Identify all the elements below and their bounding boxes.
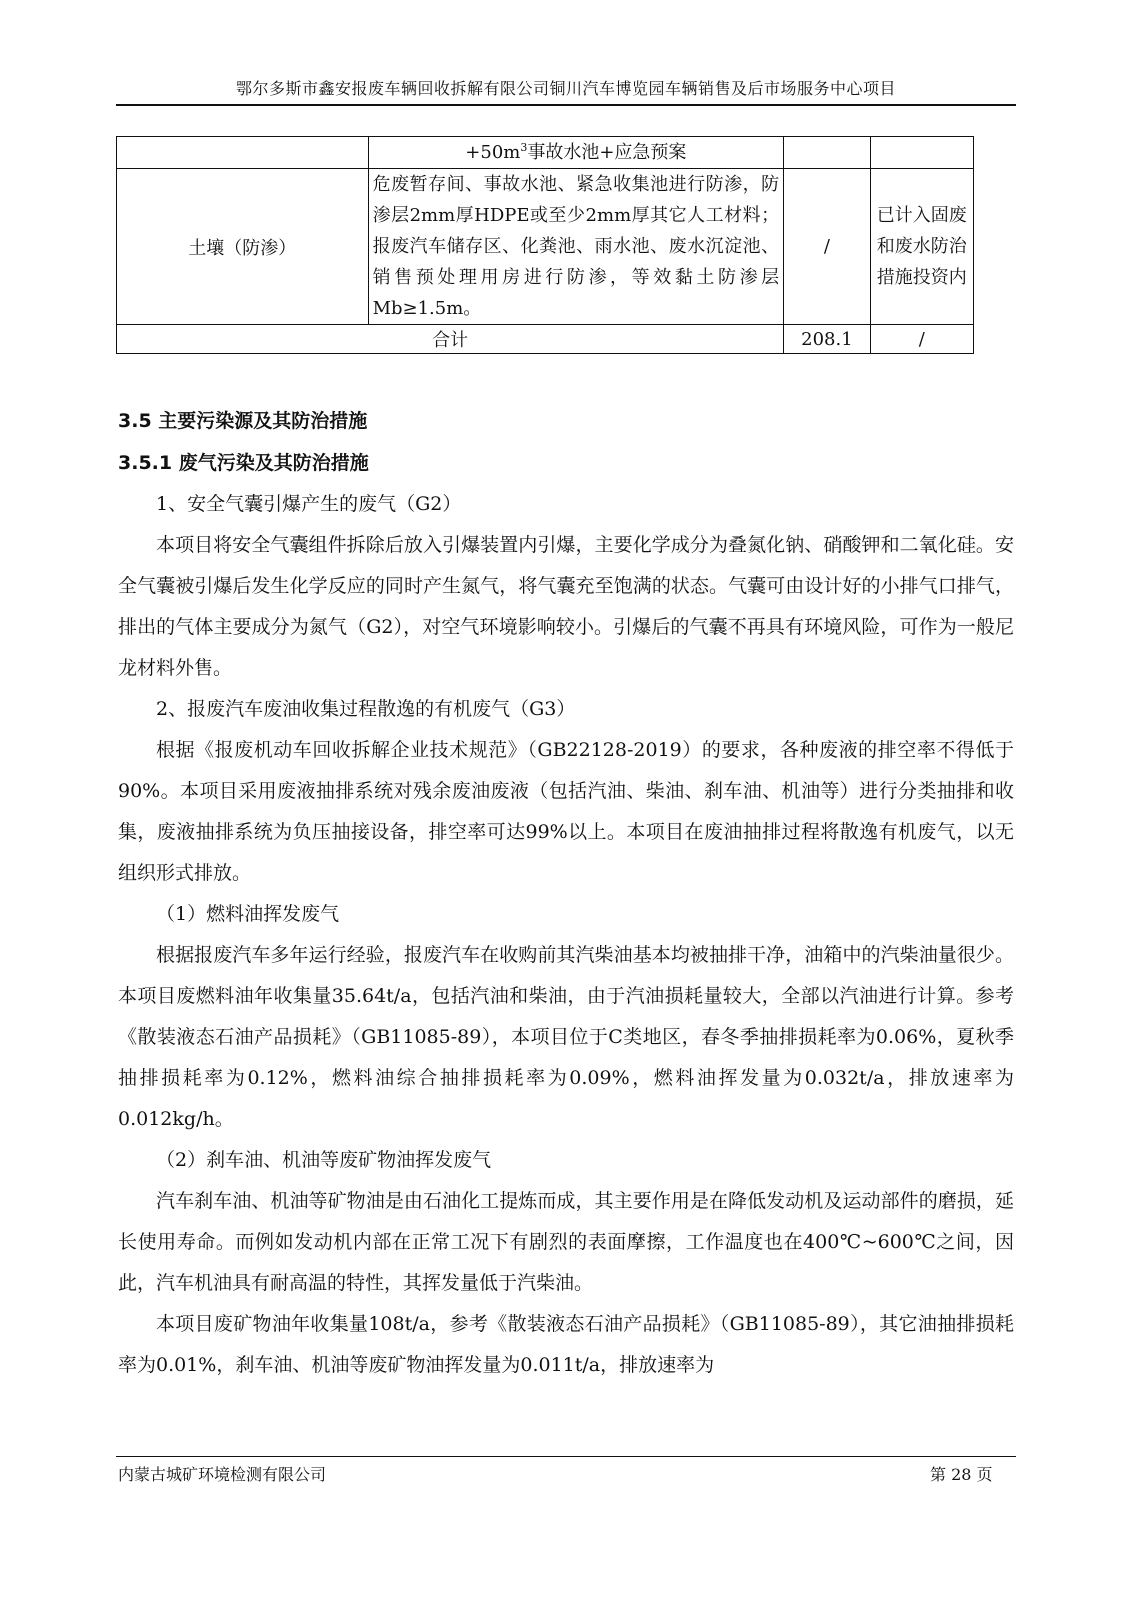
- total-value: 208.1: [784, 325, 870, 354]
- soil-note: 已计入固废和废水防治措施投资内: [876, 205, 967, 288]
- paragraph: 根据《报废机动车回收拆解企业技术规范》（GB22128-2019）的要求，各种废液的排空率不得低于90%。本项目采用废液抽排系统对残余废油废液（包括汽油、柴油、刹车油、机油等）进行分类抽排和收集，废液抽排系统为负压抽接设备，排空率可达99%以上。本项目在废油抽排过程将散逸有机废气，以无组织形式排放。: [118, 739, 1014, 884]
- footer-company: 内蒙古城矿环境检测有限公司: [118, 1465, 327, 1484]
- total-note: /: [870, 325, 973, 354]
- subsection-heading: 3.5.1 废气污染及其防治措施: [118, 452, 369, 474]
- soil-measures: 危废暂存间、事故水池、紧急收集池进行防渗，防渗层2mm厚HDPE或至少2mm厚其它人工材料；报废汽车储存区、化粪池、雨水池、废水沉淀池、销售预处理用房进行防渗，等效黏土防渗层Mb≥1.5m。: [372, 174, 780, 319]
- table-cell: [368, 169, 784, 325]
- paragraph: 2、报废汽车废油收集过程散逸的有机废气（G3）: [156, 698, 576, 720]
- paragraph: 汽车刹车油、机油等矿物油是由石油化工提炼而成，其主要作用是在降低发动机及运动部件的磨损，延长使用寿命。而例如发动机内部在正常工况下有剧烈的表面摩擦，工作温度也在400℃~600℃之间，因此，汽车机油具有耐高温的特性，其挥发量低于汽柴油。: [118, 1190, 1014, 1294]
- section-heading: 3.5 主要污染源及其防治措施: [118, 410, 368, 432]
- total-label: 合计: [117, 325, 784, 354]
- main-content: [118, 400, 1014, 1386]
- table-cell: [117, 137, 369, 169]
- paragraph: 根据报废汽车多年运行经验，报废汽车在收购前其汽柴油基本均被抽排干净，油箱中的汽柴油量很少。本项目废燃料油年收集量35.64t/a，包括汽油和柴油，由于汽油损耗量较大，全部以汽油进行计算。参考《散装液态石油产品损耗》（GB11085-89），本项目位于C类地区，春冬季抽排损耗率为0.06%，夏秋季抽排损耗率为0.12%，燃料油综合抽排损耗率为0.09%，燃料油挥发量为0.032t/a，排放速率为0.012kg/h。: [118, 944, 1014, 1130]
- paragraph: 本项目将安全气囊组件拆除后放入引爆装置内引爆，主要化学成分为叠氮化钠、硝酸钾和二氧化硅。安全气囊被引爆后发生化学反应的同时产生氮气，将气囊充至饱满的状态。气囊可由设计好的小排气口排气，排出的气体主要成分为氮气（G2），对空气环境影响较小。引爆后的气囊不再具有环境风险，可作为一般尼龙材料外售。: [118, 534, 1014, 679]
- header-rule: [116, 104, 1016, 106]
- table-cell: [870, 169, 973, 325]
- table-row: [117, 137, 974, 169]
- paragraph: （1）燃料油挥发废气: [156, 903, 340, 925]
- paragraph: 1、安全气囊引爆产生的废气（G2）: [156, 493, 462, 515]
- paragraph: 本项目废矿物油年收集量108t/a，参考《散装液态石油产品损耗》（GB11085-89），其它油抽排损耗率为0.01%，刹车油、机油等废矿物油挥发量为0.011t/a，排放速率为: [118, 1313, 1014, 1376]
- paragraph: （2）刹车油、机油等废矿物油挥发废气: [156, 1149, 492, 1171]
- table-cell: [784, 137, 870, 169]
- page-number: 第 28 页: [930, 1465, 993, 1484]
- table-cell: [870, 137, 973, 169]
- table-row: [117, 325, 974, 354]
- page-header-title: 鄂尔多斯市鑫安报废车辆回收拆解有限公司铜川汽车博览园车辆销售及后市场服务中心项目: [235, 79, 896, 98]
- soil-investment: /: [784, 169, 870, 325]
- table-cell: [368, 137, 784, 169]
- footer-rule: [116, 1456, 1016, 1457]
- investment-table: [116, 136, 974, 354]
- soil-label: 土壤（防渗）: [117, 169, 369, 325]
- accident-pool-text: $+50m^3$事故水池+应急预案: [465, 141, 687, 163]
- table-row: [117, 169, 974, 325]
